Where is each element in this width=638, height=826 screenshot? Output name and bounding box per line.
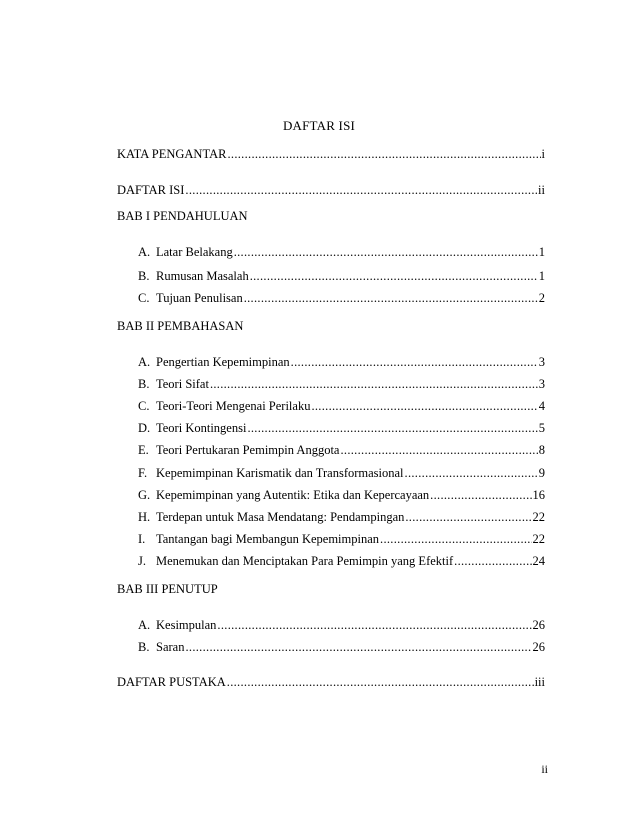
toc-label: Rumusan Masalah [156, 269, 249, 283]
toc-item-letter: E. [138, 443, 149, 457]
toc-label: Menemukan dan Menciptakan Para Pemimpin yang Efektif [156, 554, 454, 568]
toc-page: ii [538, 183, 545, 197]
toc-item-letter: H. [138, 510, 151, 524]
toc-label: Kepemimpinan yang Autentik: Etika dan Kepercayaan [156, 488, 430, 502]
dot-leader [311, 398, 537, 414]
chapter-heading-bab1: BAB I PENDAHULUAN [117, 209, 248, 223]
toc-entry [138, 268, 545, 284]
toc-item-letter: B. [138, 269, 150, 283]
toc-page: 4 [538, 399, 545, 413]
dot-leader [405, 465, 538, 481]
toc-page: 3 [538, 377, 545, 391]
toc-item-letter: B. [138, 640, 150, 654]
toc-label: KATA PENGANTAR [117, 147, 227, 161]
toc-entry [138, 442, 545, 458]
toc-item-letter: J. [138, 554, 146, 568]
toc-entry-kata-pengantar [117, 146, 545, 162]
toc-page: 3 [538, 355, 545, 369]
toc-label: Tantangan bagi Membangun Kepemimpinan [156, 532, 380, 546]
toc-label: Kepemimpinan Karismatik dan Transformasional [156, 466, 404, 480]
toc-page: 22 [532, 510, 545, 524]
page-number: ii [541, 762, 548, 776]
toc-item-letter: I. [138, 532, 146, 546]
dot-leader [380, 531, 531, 547]
toc-label: Terdepan untuk Masa Mendatang: Pendampingan [156, 510, 405, 524]
chapter-heading-bab3: BAB III PENUTUP [117, 582, 218, 596]
dot-leader [210, 376, 538, 392]
toc-page: 1 [538, 269, 545, 283]
toc-entry [138, 420, 545, 436]
toc-entry-daftar-pustaka [117, 674, 545, 690]
toc-item-letter: F. [138, 466, 148, 480]
dot-leader [405, 509, 531, 525]
toc-item-letter: B. [138, 377, 150, 391]
toc-entry [138, 398, 545, 414]
toc-entry [138, 376, 545, 392]
toc-item-letter: A. [138, 355, 151, 369]
toc-page: 26 [532, 640, 545, 654]
toc-item-letter: C. [138, 399, 150, 413]
toc-page: iii [534, 675, 545, 689]
dot-leader [244, 290, 538, 306]
toc-page: 26 [532, 618, 545, 632]
dot-leader [234, 244, 538, 260]
toc-label: Kesimpulan [156, 618, 217, 632]
toc-page: 22 [532, 532, 545, 546]
toc-label: Latar Belakang [156, 245, 233, 259]
toc-page: 1 [538, 245, 545, 259]
chapter-heading-bab2: BAB II PEMBAHASAN [117, 319, 244, 333]
toc-entry [138, 553, 545, 569]
toc-label: Teori-Teori Mengenai Perilaku [156, 399, 311, 413]
toc-entry-daftar-isi [117, 182, 545, 198]
toc-label: Pengertian Kepemimpinan [156, 355, 290, 369]
toc-label: Teori Sifat [156, 377, 209, 391]
toc-entry [138, 465, 545, 481]
toc-label: Teori Pertukaran Pemimpin Anggota [156, 443, 340, 457]
toc-page: 16 [532, 488, 545, 502]
dot-leader [227, 674, 534, 690]
toc-page: 24 [532, 554, 545, 568]
toc-page: 8 [538, 443, 545, 457]
toc-entry [138, 531, 545, 547]
toc-entry [138, 509, 545, 525]
toc-entry [138, 290, 545, 306]
toc-label: DAFTAR ISI [117, 183, 185, 197]
dot-leader [227, 146, 540, 162]
page-title: DAFTAR ISI [282, 118, 356, 133]
toc-entry [138, 617, 545, 633]
dot-leader [454, 553, 531, 569]
dot-leader [185, 182, 537, 198]
dot-leader [430, 487, 531, 503]
toc-label: DAFTAR PUSTAKA [117, 675, 226, 689]
toc-entry [138, 244, 545, 260]
toc-entry [138, 487, 545, 503]
toc-item-letter: D. [138, 421, 151, 435]
toc-item-letter: A. [138, 245, 151, 259]
toc-page: i [541, 147, 545, 161]
toc-entry [138, 639, 545, 655]
dot-leader [247, 420, 537, 436]
toc-label: Teori Kontingensi [156, 421, 247, 435]
toc-item-letter: C. [138, 291, 150, 305]
dot-leader [340, 442, 537, 458]
dot-leader [291, 354, 538, 370]
toc-page: 9 [538, 466, 545, 480]
dot-leader [217, 617, 531, 633]
toc-item-letter: A. [138, 618, 151, 632]
toc-label: Tujuan Penulisan [156, 291, 243, 305]
dot-leader [185, 639, 531, 655]
toc-page: 5 [538, 421, 545, 435]
toc-entry [138, 354, 545, 370]
dot-leader [250, 268, 538, 284]
toc-page: 2 [538, 291, 545, 305]
toc-label: Saran [156, 640, 185, 654]
toc-item-letter: G. [138, 488, 151, 502]
